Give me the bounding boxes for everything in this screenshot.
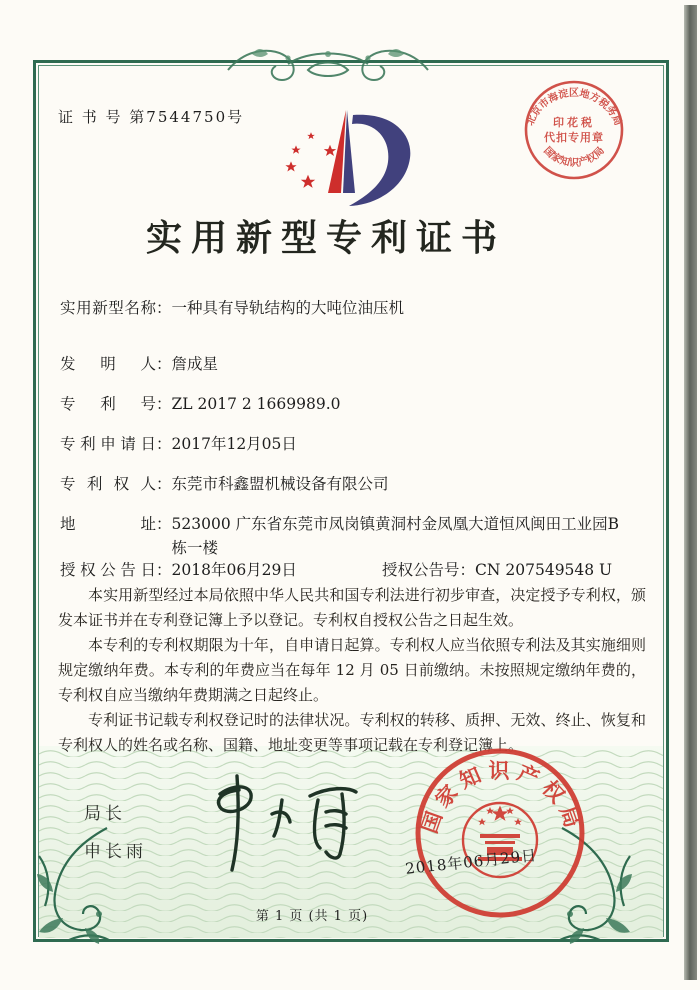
tax-stamp-arc-bottom: 国家知识产权局 <box>541 145 607 169</box>
tax-stamp-line2: 代扣专用章 <box>544 131 604 144</box>
certificate-title: 实用新型专利证书 <box>145 217 506 259</box>
director-signature-icon <box>190 770 360 878</box>
director-title: 局长 <box>84 804 126 824</box>
paragraph-grant: 本实用新型经过本局依照中华人民共和国专利法进行初步审查，决定授予专利权，颁发本证书并在专利登记簿上予以登记。专利权自授权公告之日起生效。 <box>58 586 646 629</box>
seal-org-text: 国家知识产权局 <box>416 757 588 837</box>
field-grant-number: 授权公告号：CN 207549548 U <box>382 561 613 579</box>
tax-stamp-arc-top: 北京市海淀区地方税务局 <box>524 88 624 128</box>
legal-paragraphs <box>58 583 646 758</box>
paragraph-term-fees: 本专利的专利权期限为十年，自申请日起算。专利权人应当依照专利法及其实施细则规定缴纳年费。本专利的年费应当在每年 12 月 05 日前缴纳。未按照规定缴纳年费的，专利权自应当缴纳年费期满之日起终止。 <box>58 636 646 704</box>
tax-stamp-icon <box>516 76 632 188</box>
cnipa-patent-logo-icon <box>272 103 422 208</box>
tax-stamp-line1: 印花税 <box>553 116 595 129</box>
top-flourish-ornament-icon <box>222 40 434 88</box>
svg-text:国家知识产权局 <box>541 144 606 169</box>
field-patentee: 专利权人：东莞市科鑫盟机械设备有限公司 <box>60 475 389 493</box>
field-grant-date: 授权公告日：2018年06月29日 授权公告号：CN 207549548 U <box>60 558 660 582</box>
director-block <box>84 799 147 875</box>
field-address: 地址：523000 广东省东莞市凤岗镇黄洞村金凤凰大道恒风闽田工业园B栋一楼 <box>60 515 620 557</box>
scan-edge-shadow <box>684 5 697 980</box>
field-utility-model-name: 实用新型名称：一种具有导轨结构的大吨位油压机 <box>60 299 405 317</box>
footer-page-number: 第 1 页 (共 1 页) <box>255 909 369 924</box>
director-name: 申长雨 <box>84 842 147 862</box>
certificate-number: 证 书 号 第7544750号 <box>58 108 245 126</box>
seal-date: 2018年06月29日 <box>404 846 538 878</box>
svg-text:国家知识产权局 <box>416 758 587 836</box>
field-inventor: 发明人：詹成星 <box>60 355 219 373</box>
field-filing-date: 专利申请日：2017年12月05日 <box>60 435 297 453</box>
field-patent-number: 专利号：ZL 2017 2 1669989.0 <box>60 395 341 413</box>
paragraph-register: 专利证书记载专利权登记时的法律状况。专利权的转移、质押、无效、终止、恢复和专利权人的姓名或名称、国籍、地址变更等事项记载在专利登记簿上。 <box>58 711 646 754</box>
